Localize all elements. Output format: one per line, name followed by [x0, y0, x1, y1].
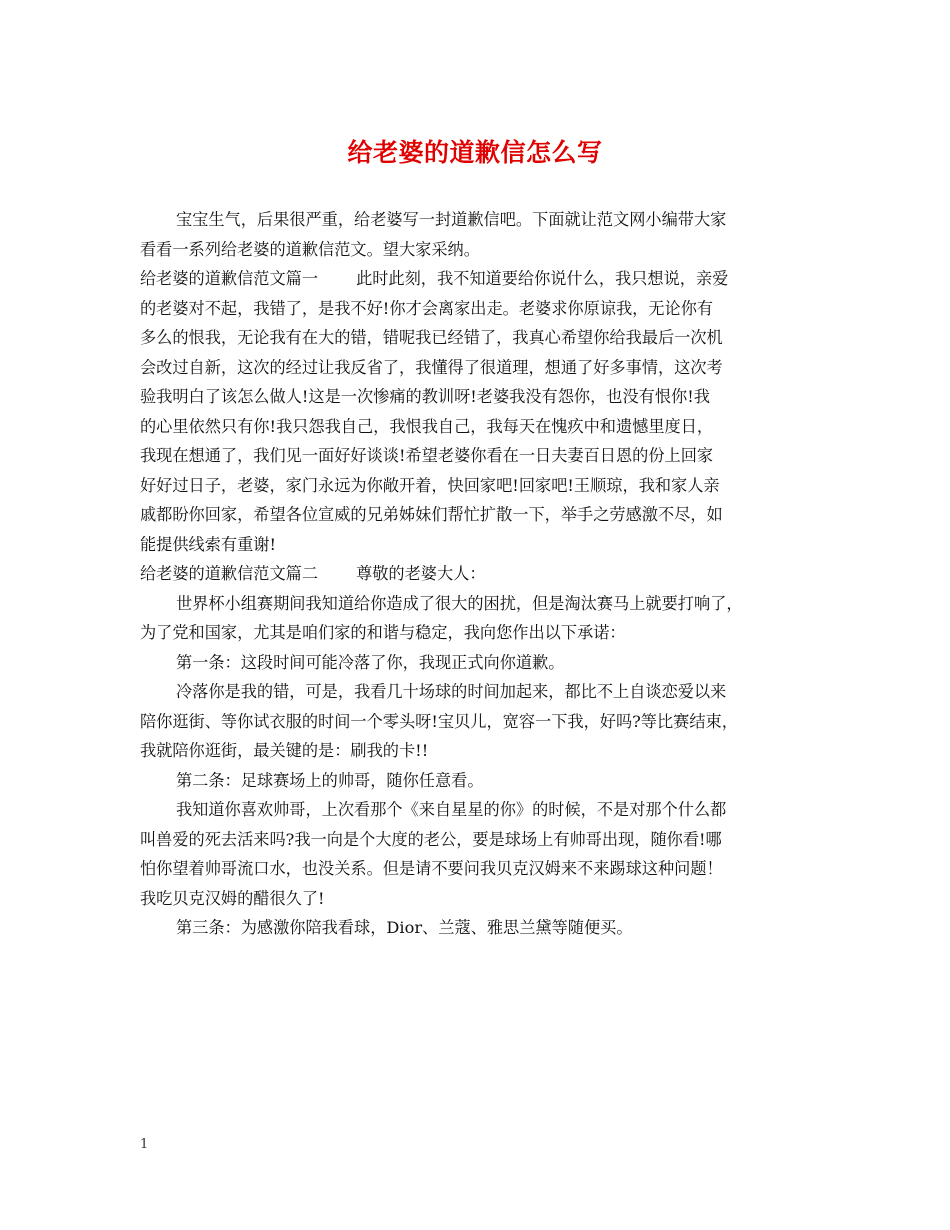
- paragraph-line: 第二条：足球赛场上的帅哥，随你任意看。: [176, 770, 484, 790]
- paragraph-line: 多么的恨我，无论我有在大的错，错呢我已经错了，我真心希望你给我最后一次机: [140, 328, 723, 347]
- paragraph-line: 好好过日子，老婆，家门永远为你敞开着，快回家吧!回家吧!王顺琼，我和家人亲: [140, 475, 720, 495]
- paragraph-line: 为了党和国家，尤其是咱们家的和谐与稳定，我向您作出以下承诺：: [140, 623, 626, 642]
- section-heading-line: [140, 264, 812, 294]
- document-body: [140, 205, 812, 943]
- paragraph-text: 此时此刻，我不知道要给你说什么，我只想说，亲爱: [356, 269, 729, 288]
- paragraph-line: 的老婆对不起，我错了，是我不好!你才会离家出走。老婆求你原谅我，无论你有: [140, 298, 714, 318]
- document-title: 给老婆的道歉信怎么写: [347, 138, 603, 167]
- paragraph-line: 世界杯小组赛期间我知道给你造成了很大的困扰，但是淘汰赛马上就要打响了，: [176, 593, 743, 613]
- salutation: 尊敬的老婆大人：: [356, 564, 486, 583]
- paragraph-line: 的心里依然只有你!我只怨我自己，我恨我自己，我每天在愧疚中和遗憾里度日，: [140, 416, 714, 436]
- paragraph-line: 我现在想通了，我们见一面好好谈谈!希望老婆你看在一日夫妻百日恩的份上回家: [140, 446, 714, 465]
- paragraph-line: 验我明白了该怎么做人!这是一次惨痛的教训呀!老婆我没有怨你，也没有恨你!我: [140, 387, 710, 406]
- section-heading: 给老婆的道歉信范文篇一: [140, 269, 319, 288]
- paragraph-line: 陪你逛街、等你试衣服的时间一个零头呀!宝贝儿，宽容一下我，好吗?等比赛结束，: [140, 711, 738, 731]
- paragraph-line: 第一条：这段时间可能冷落了你，我现正式向你道歉。: [176, 652, 565, 672]
- paragraph-line: 怕你望着帅哥流口水，也没关系。但是请不要问我贝克汉姆来不来踢球这种问题！: [140, 859, 723, 878]
- paragraph-line: 宝宝生气，后果很严重，给老婆写一封道歉信吧。下面就让范文网小编带大家: [176, 210, 727, 229]
- paragraph-line: 我吃贝克汉姆的醋很久了!: [140, 888, 325, 908]
- paragraph-line: 戚都盼你回家，希望各位宣威的兄弟姊妹们帮忙扩散一下，举手之劳感激不尽，如: [140, 505, 723, 524]
- paragraph-line: 冷落你是我的错，可是，我看几十场球的时间加起来，都比不上自谈恋爱以来: [176, 682, 727, 701]
- paragraph-line: 我知道你喜欢帅哥，上次看那个《来自星星的你》的时候，不是对那个什么都: [176, 800, 727, 819]
- paragraph-line: 我就陪你逛街，最关键的是：刷我的卡!!: [140, 741, 429, 760]
- paragraph-line: 能提供线索有重谢!: [140, 534, 277, 554]
- paragraph-line: 第三条：为感激你陪我看球，Dior、兰蔻、雅思兰黛等随便买。: [176, 918, 633, 937]
- paragraph-line: 看看一系列给老婆的道歉信范文。望大家采纳。: [140, 239, 480, 259]
- section-heading: 给老婆的道歉信范文篇二: [140, 564, 319, 583]
- page-number: 1: [140, 1137, 149, 1152]
- paragraph-line: 叫兽爱的死去活来吗?我一向是个大度的老公，要是球场上有帅哥出现，随你看!哪: [140, 829, 722, 849]
- paragraph-line: 会改过自新，这次的经过让我反省了，我懂得了很道理，想通了好多事情，这次考: [140, 357, 723, 377]
- section-heading-line: [140, 559, 812, 589]
